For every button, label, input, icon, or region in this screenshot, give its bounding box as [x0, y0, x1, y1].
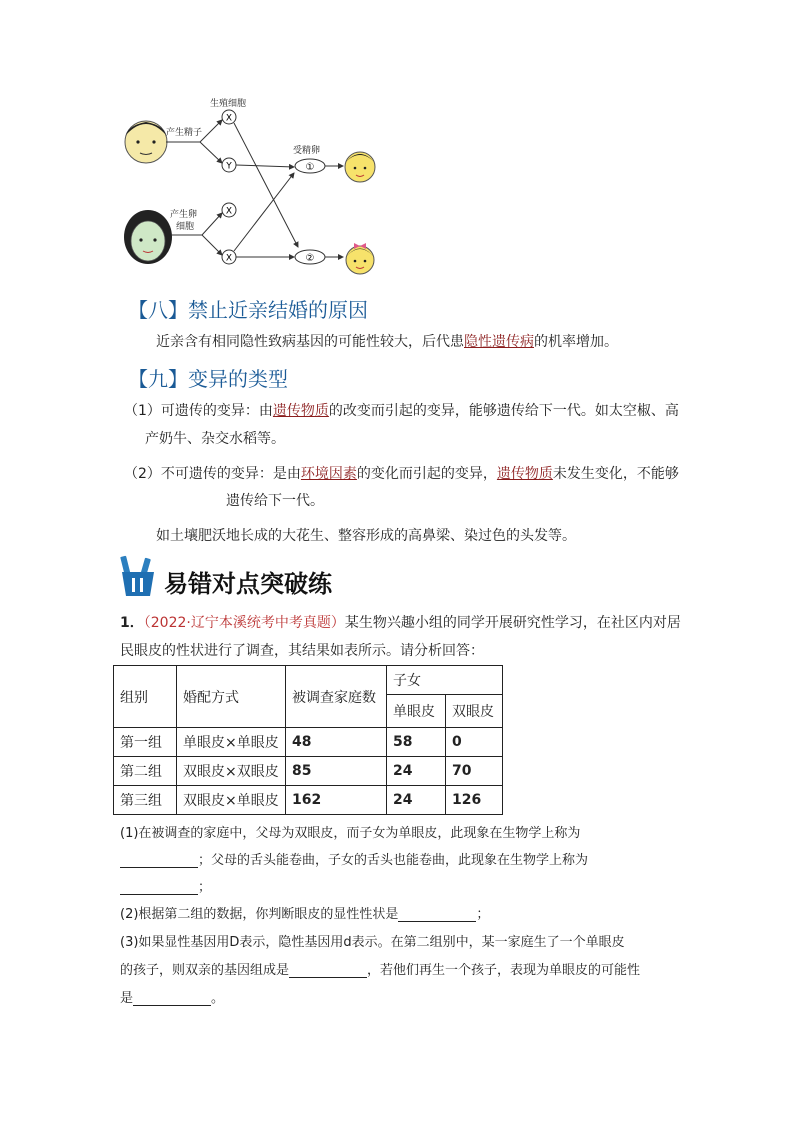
section-8-text-before: 近亲含有相同隐性致病基因的可能性较大，后代患: [156, 334, 464, 350]
sub-question-3-text-c2: 。: [211, 991, 225, 1006]
zygote-header: 受精卵: [293, 146, 321, 156]
variation-example: 如土壤肥沃地长成的大花生、整容形成的高鼻梁、染过色的头发等。: [156, 528, 576, 544]
table-cell: 第一组: [114, 728, 177, 757]
zygote-ellipse: [295, 159, 325, 173]
father-label: 产生精子: [166, 128, 203, 138]
table-cell: 58: [387, 728, 446, 757]
boy-face-icon: [345, 152, 375, 182]
item2-text-c: 未发生变化，不能够: [552, 466, 679, 482]
sub-question-1-line-2: [120, 849, 588, 868]
table-cell: 24: [387, 757, 446, 786]
section-8-title: 【八】禁止近亲结婚的原因: [128, 298, 368, 322]
genetic-material-link-2[interactable]: 遗传物质: [496, 466, 553, 482]
sub-question-1-text-c: ；: [198, 880, 212, 895]
father-face-icon: [125, 121, 167, 163]
table-row: [114, 757, 503, 786]
variation-item-1-line-2: 产奶牛、杂交水稻等。: [145, 431, 285, 447]
item2-text-a: （2）不可遗传的变异：是由: [124, 466, 301, 482]
genetic-material-link[interactable]: 遗传物质: [272, 403, 329, 419]
table-cell: 48: [286, 728, 387, 757]
eyelid-survey-table: [113, 665, 503, 815]
table-row: [114, 728, 503, 757]
table-cell: 双眼皮×双眼皮: [177, 757, 286, 786]
table-subheader: 单眼皮: [387, 695, 446, 728]
table-cell: 24: [387, 786, 446, 815]
table-header: 组别: [114, 666, 177, 728]
sex-determination-diagram: [118, 95, 398, 285]
svg-text:X: X: [225, 253, 233, 264]
practice-title: 易错对点突破练: [164, 570, 332, 598]
gamete-circle: [222, 203, 236, 217]
section-8-text: [156, 331, 618, 353]
table-cell: 双眼皮×单眼皮: [177, 786, 286, 815]
table-cell: 第三组: [114, 786, 177, 815]
answer-blank[interactable]: [398, 907, 476, 922]
sub-question-3-line-3: [120, 987, 224, 1006]
recessive-disease-link[interactable]: 隐性遗传病: [464, 334, 534, 350]
item2-text-b: 的变化而引起的变异，: [356, 466, 497, 482]
mother-label-2: 细胞: [176, 222, 195, 232]
gamete-circle: [222, 158, 236, 172]
table-header: 子女: [387, 666, 503, 695]
table-cell: 0: [446, 728, 503, 757]
question-source[interactable]: （2022·辽宁本溪统考中考真题）: [143, 615, 345, 631]
answer-blank[interactable]: [120, 853, 198, 868]
sub-question-3-text-c1: 是: [120, 991, 134, 1006]
gamete-header: 生殖细胞: [210, 99, 247, 109]
section-9-title: 【九】变异的类型: [128, 367, 288, 391]
pencil-cup-icon: [118, 554, 158, 598]
gamete-circle: [222, 250, 236, 264]
sub-question-1-line-1: (1)在被调查的家庭中，父母为双眼皮，而子女为单眼皮，此现象在生物学上称为: [120, 826, 581, 841]
gamete-circle: [222, 110, 236, 124]
table-subheader: 双眼皮: [446, 695, 503, 728]
sub-question-2-text: (2)根据第二组的数据，你判断眼皮的显性性状是: [120, 907, 399, 922]
svg-text:X: X: [225, 113, 233, 124]
question-line-2: 民眼皮的性状进行了调查，其结果如表所示。请分析回答：: [120, 643, 484, 659]
variation-item-1-line-1: [124, 400, 679, 422]
table-cell: 126: [446, 786, 503, 815]
table-cell: 70: [446, 757, 503, 786]
variation-item-2-line-2: 遗传给下一代。: [226, 493, 324, 509]
item1-text-b: 的改变而引起的变异，能够遗传给下一代。如太空椒、高: [328, 403, 679, 419]
svg-text:X: X: [225, 206, 233, 217]
variation-item-2-line-1: [124, 463, 679, 485]
table-cell: 162: [286, 786, 387, 815]
answer-blank[interactable]: [289, 963, 367, 978]
question-text-1: 某生物兴趣小组的同学开展研究性学习，在社区内对居: [344, 615, 681, 631]
table-header: 婚配方式: [177, 666, 286, 728]
table-header: 被调查家庭数: [286, 666, 387, 728]
question-line-1: [120, 612, 681, 632]
question-number: 1．: [120, 615, 144, 631]
item1-text-a: （1）可遗传的变异：由: [124, 403, 273, 419]
sub-question-3-line-1: (3)如果显性基因用D表示，隐性基因用d表示。在第二组别中，某一家庭生了一个单眼皮: [120, 935, 625, 950]
environment-factor-link[interactable]: 环境因素: [300, 466, 357, 482]
mother-face-icon: [124, 210, 172, 264]
sub-question-3-text-b1: 的孩子，则双亲的基因组成是: [120, 963, 290, 978]
sub-question-1-text-b: ；父母的舌头能卷曲，子女的舌头也能卷曲，此现象在生物学上称为: [198, 853, 589, 868]
sub-question-1-line-3: [120, 876, 211, 895]
table-cell: 第二组: [114, 757, 177, 786]
svg-text:②: ②: [305, 253, 315, 264]
zygote-ellipse: [295, 250, 325, 264]
answer-blank[interactable]: [133, 991, 211, 1006]
svg-text:①: ①: [305, 162, 315, 173]
girl-face-icon: [346, 243, 374, 274]
table-row: [114, 786, 503, 815]
sub-question-2-end: ；: [476, 907, 490, 922]
table-cell: 85: [286, 757, 387, 786]
table-cell: 单眼皮×单眼皮: [177, 728, 286, 757]
mother-label-1: 产生卵: [170, 210, 198, 220]
answer-blank[interactable]: [120, 880, 198, 895]
section-8-text-after: 的机率增加。: [534, 334, 618, 350]
sub-question-3-line-2: [120, 959, 640, 978]
sub-question-3-text-b2: ，若他们再生一个孩子，表现为单眼皮的可能性: [367, 963, 641, 978]
sub-question-2: [120, 903, 489, 922]
svg-text:Y: Y: [226, 161, 232, 172]
